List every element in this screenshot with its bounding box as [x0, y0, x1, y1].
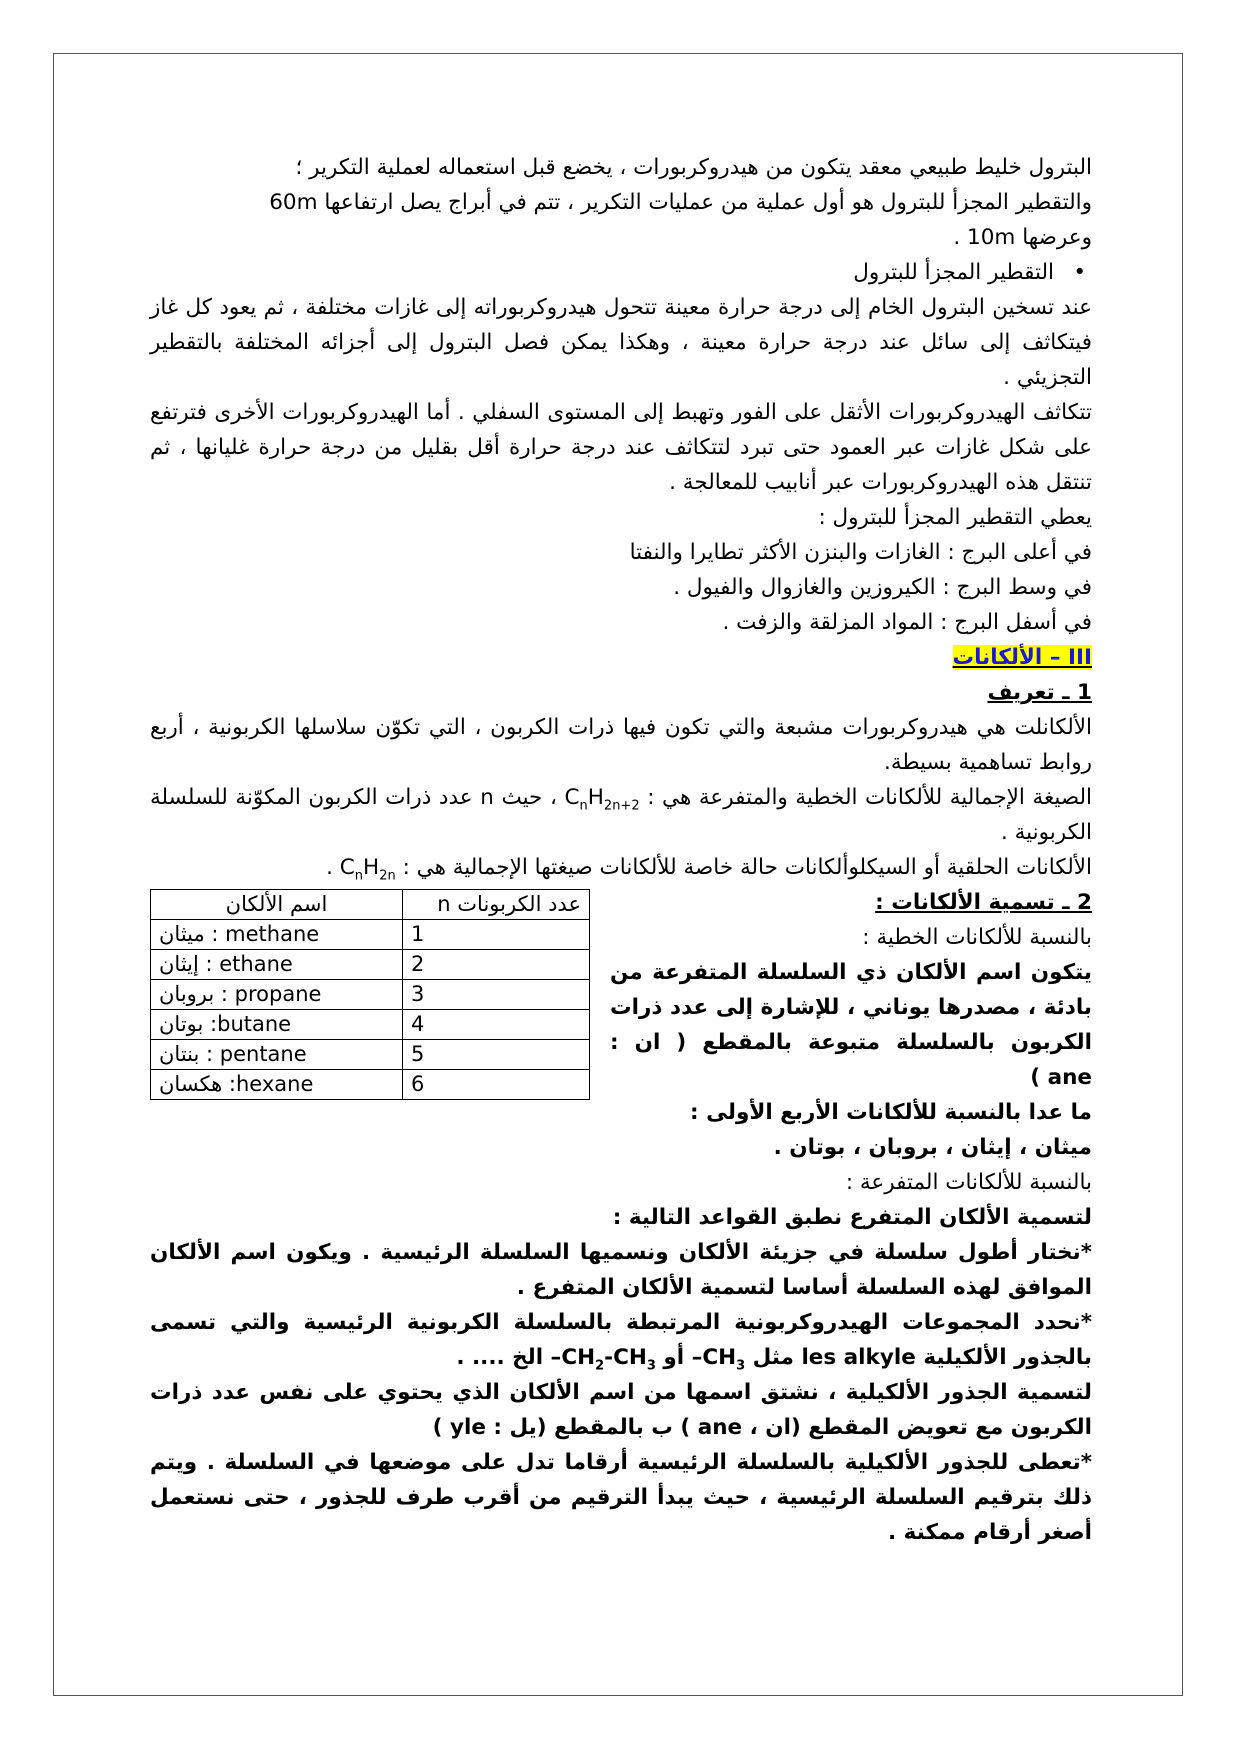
cell-name: methane : ميثان — [151, 920, 403, 950]
table-header-row — [151, 890, 590, 920]
table-row — [151, 1070, 590, 1100]
rule2-text-b: – أو CH — [561, 1345, 703, 1370]
cyclo-c: C — [339, 855, 355, 880]
distillation-paragraph: عند تسخين البترول الخام إلى درجة حرارة معينة تتحول هيدروكربوراته إلى غازات مختلفة ، ثم يعود كل غاز فيتكاثف إلى سائل عند درجة حرارة معينة ، وهكذا يمكن فصل البترول إلى أجزائه المختلفة بالتقطير التجزيئي . — [150, 295, 1092, 390]
exception-note: ما عدا بالنسبة للألكانات الأربع الأولى : — [690, 1100, 1092, 1125]
naming-heading: 2 ـ تسمية الألكانات : — [875, 890, 1092, 915]
formula-label: الصيغة الإجمالية للألكانات الخطية والمتفرعة هي : — [639, 785, 1093, 810]
cell-n: 3 — [403, 980, 590, 1010]
formula-c: C — [564, 785, 580, 810]
section-heading-text: III – الألكانات — [952, 645, 1092, 670]
branched-alkanes-label: بالنسبة للألكانات المتفرعة : — [845, 1170, 1092, 1195]
cell-name: pentane : بنتان — [151, 1040, 403, 1070]
naming-block — [150, 885, 1092, 1165]
table-row — [151, 980, 590, 1010]
product-middle: في وسط البرج : الكيروزين والغازوال والفيول . — [673, 575, 1092, 600]
product-bottom: في أسفل البرج : المواد المزلقة والزفت . — [722, 610, 1092, 635]
rule2-sub-1: 3 — [736, 1358, 746, 1374]
cell-n: 6 — [403, 1070, 590, 1100]
rule2-sub-3: 3 — [646, 1358, 656, 1374]
rule-alkyl-naming: لتسمية الجذور الألكيلية ، نشتق اسمها من اسم الألكان الذي يحتوي على نفس عدد ذرات الكربون مع تعويض المقطع (ان ، ane ) ب بالمقطع (يل : yle ) — [150, 1380, 1092, 1440]
table-row — [151, 1010, 590, 1040]
cyclo-label: الألكانات الحلقية أو السيكلوألكانات حالة خاصة للألكانات صيغتها الإجمالية هي : — [395, 855, 1092, 880]
general-formula-line — [150, 780, 1092, 850]
table-row — [151, 920, 590, 950]
table-row — [151, 1040, 590, 1070]
cell-name: hexane: هكسان — [151, 1070, 403, 1100]
cycloalkane-line — [150, 850, 1092, 885]
alkane-names-table — [150, 889, 590, 1100]
rule2-text-d: – الخ .... . — [456, 1345, 562, 1370]
cyclo-sub-n: n — [354, 868, 364, 884]
table-row — [151, 950, 590, 980]
cell-name: ethane : إيثان — [151, 950, 403, 980]
products-intro: يعطي التقطير المجزأ للبترول : — [818, 505, 1092, 530]
linear-alkanes-label: بالنسبة للألكانات الخطية : — [862, 925, 1092, 950]
rule-numbering: *تعطى للجذور الألكيلية بالسلسلة الرئيسية أرقاما تدل على موضعها في السلسلة . ويتم ذلك بترقيم السلسلة الرئيسية ، حيث يبدأ الترقيم من أقرب طرف للجذور ، حتى نستعمل أصغر أرقام ممكنة . — [150, 1450, 1092, 1545]
cyclo-end: . — [326, 855, 340, 880]
rule-alkyl-groups — [150, 1305, 1092, 1375]
rule2-sub-2: 2 — [595, 1358, 605, 1374]
rule2-text-a: *نحدد المجموعات الهيدروكربونية المرتبطة بالسلسلة الكربونية الرئيسية والتي تسمى بالجذور الألكيلية les alkyle مثل CH — [150, 1310, 1092, 1370]
header-alkane-name: اسم الألكان — [151, 890, 403, 920]
cyclo-h: H — [363, 855, 380, 880]
intro-line-3: وعرضها 10m . — [953, 225, 1092, 250]
formula-h: H — [587, 785, 604, 810]
cell-n: 4 — [403, 1010, 590, 1040]
intro-line-2: والتقطير المجزأ للبترول هو أول عملية من عمليات التكرير ، تتم في أبراج يصل ارتفاعها 60m — [269, 190, 1092, 215]
formula-sub-2n2: 2n+2 — [603, 798, 640, 814]
cell-name: propane : بروبان — [151, 980, 403, 1010]
intro-line-1: البترول خليط طبيعي معقد يتكون من هيدروكربورات ، يخضع قبل استعماله لعملية التكرير ؛ — [295, 155, 1092, 180]
rule2-text-c: -CH — [604, 1345, 647, 1370]
header-carbon-count: عدد الكربونات n — [403, 890, 590, 920]
cyclo-sub-2n: 2n — [379, 868, 396, 884]
rules-intro: لتسمية الألكان المتفرع نطبق القواعد التالية : — [612, 1205, 1092, 1230]
naming-text-column — [610, 885, 1092, 1165]
cell-n: 1 — [403, 920, 590, 950]
cell-n: 2 — [403, 950, 590, 980]
section-heading-alkanes — [150, 640, 1092, 675]
product-top: في أعلى البرج : الغازات والبنزن الأكثر تطايرا والنفتا — [629, 540, 1092, 565]
formula-explanation: ، حيث n عدد ذرات الكربون المكوّنة للسلسلة الكربونية . — [150, 785, 1092, 845]
condensation-paragraph: تتكاثف الهيدروكربورات الأثقل على الفور وتهبط إلى المستوى السفلي . أما الهيدروكربورات الأخرى فترتفع على شكل غازات عبر العمود حتى تبرد لتتكاثف عند درجة حرارة أقل بقليل من درجة حرارة غليانها ، ثم تنتقل هذه الهيدروكربورات عبر أنابيب للمعالجة . — [150, 400, 1092, 495]
cell-n: 5 — [403, 1040, 590, 1070]
rule-main-chain: *نختار أطول سلسلة في جزيئة الألكان ونسميها السلسلة الرئيسية . ويكون اسم الألكان الموافق لهذه السلسلة أساسا لتسمية الألكان المتفرع . — [150, 1240, 1092, 1300]
cell-name: butane: بوتان — [151, 1010, 403, 1040]
document-body — [150, 150, 1092, 1550]
definition-text: الألكانلت هي هيدروكربورات مشبعة والتي تكون فيها ذرات الكربون ، التي تكوّن سلاسلها الكربونية ، أربع روابط تساهمية بسيطة. — [150, 715, 1092, 775]
formula-cnh2n2 — [564, 785, 640, 814]
first-four-alkanes: ميثان ، إيثان ، بروبان ، بوتان . — [773, 1135, 1092, 1160]
formula-sub-n: n — [579, 798, 588, 814]
bullet-fractional-distillation: • التقطير المجزأ للبترول — [150, 255, 1092, 290]
formula-cnh2n — [339, 855, 396, 884]
linear-naming-rule: يتكون اسم الألكان ذي السلسلة المتفرعة من بادئة ، مصدرها يوناني ، للإشارة إلى عدد ذرات الكربون بالسلسلة متبوعة بالمقطع ( ان : ane ) — [610, 960, 1092, 1090]
definition-heading: 1 ـ تعريف — [987, 680, 1092, 705]
